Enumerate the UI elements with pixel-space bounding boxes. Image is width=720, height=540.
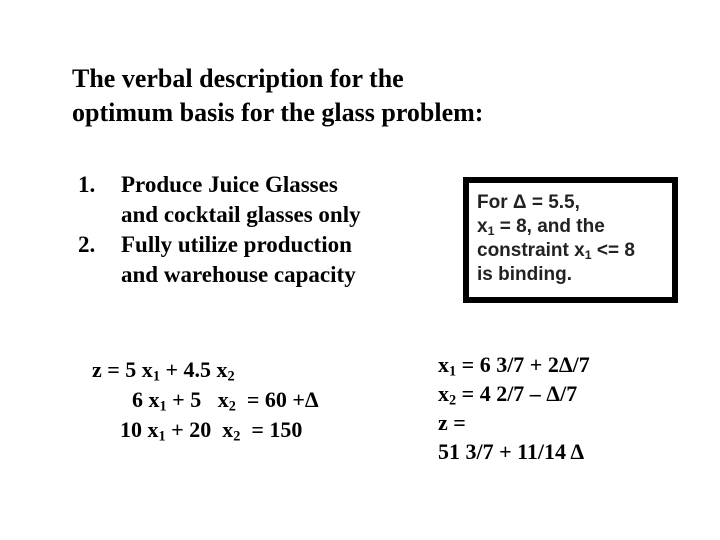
eq-subscript: 2 (227, 368, 235, 385)
sol-segment: = 6 3/7 + 2Δ/7 (456, 352, 590, 377)
eq-segment: = 60 +Δ (235, 387, 319, 412)
eq-segment: 6 x (132, 387, 160, 412)
numbered-list (78, 170, 438, 290)
eq-segment: + 5 x (166, 387, 229, 412)
eq-segment: = 150 (240, 417, 303, 442)
constraint-equation-1 (92, 385, 319, 415)
solution-x2 (438, 379, 590, 408)
eq-subscript: 2 (233, 428, 241, 445)
solution-block (438, 350, 590, 466)
list-item-text (121, 230, 356, 290)
callout-var: x (477, 216, 488, 237)
sol-segment: x (438, 381, 449, 406)
list-item-line: Fully utilize production (121, 232, 352, 257)
title-line-1: The verbal description for the (72, 64, 404, 93)
list-item (78, 230, 438, 290)
eq-subscript: 1 (152, 368, 160, 385)
callout-box (463, 177, 678, 303)
list-item (78, 170, 438, 230)
callout-line-4: is binding. (477, 264, 572, 285)
sol-segment: = 4 2/7 – Δ/7 (456, 381, 578, 406)
eq-subscript: 2 (228, 398, 236, 415)
callout-line-1: For Δ = 5.5, (477, 192, 580, 213)
callout-subscript: 1 (487, 224, 495, 239)
callout-text-segment: = 8, and the (494, 216, 605, 237)
slide-title (72, 62, 632, 130)
objective-equation (92, 355, 319, 385)
list-item-line: and warehouse capacity (121, 262, 356, 287)
sol-subscript: 2 (449, 392, 457, 409)
solution-z-label: z = (438, 410, 466, 435)
list-item-text (121, 170, 361, 230)
eq-subscript: 1 (159, 398, 167, 415)
equation-system (92, 355, 319, 445)
solution-x1 (438, 350, 590, 379)
callout-text-segment: constraint x (477, 240, 585, 261)
eq-segment: z = 5 x (92, 357, 153, 382)
list-item-line: Produce Juice Glasses (121, 172, 338, 197)
title-line-2: optimum basis for the glass problem: (72, 98, 484, 127)
eq-segment: 10 x (120, 417, 159, 442)
callout-text-segment: <= 8 (591, 240, 635, 261)
eq-segment: + 4.5 x (159, 357, 228, 382)
callout-text (477, 191, 664, 287)
list-item-number: 1. (78, 172, 96, 197)
solution-z-value: 51 3/7 + 11/14 Δ (438, 439, 585, 464)
eq-subscript: 1 (158, 428, 166, 445)
constraint-equation-2 (92, 415, 319, 445)
callout-line-2 (477, 215, 664, 239)
sol-segment: x (438, 352, 449, 377)
sol-subscript: 1 (449, 363, 457, 380)
eq-segment: + 20 x (165, 417, 234, 442)
callout-subscript: 1 (584, 248, 592, 263)
list-item-line: and cocktail glasses only (121, 202, 361, 227)
callout-line-3 (477, 239, 664, 263)
list-item-number: 2. (78, 232, 96, 257)
